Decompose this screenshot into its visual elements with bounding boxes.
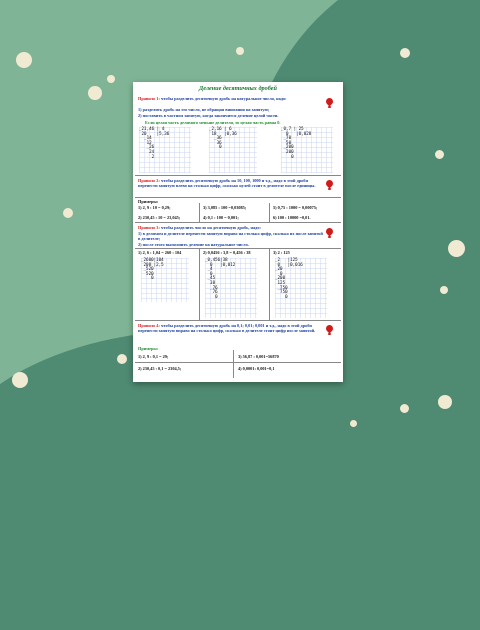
rule1-body: чтобы разделить десятичную дробь на натуральное число, надо: [160, 96, 287, 101]
rule3-calc-3: _2 |125 0 |0,016 _20 0 _200 125 _750 750 0 [275, 258, 327, 318]
rule4-example: 2) 230,45 : 0,1 = 2304,5; [138, 366, 182, 371]
decor-dot [16, 52, 32, 68]
decor-dot [117, 354, 127, 364]
rule2-example: 5) 0,75 : 1000 = 0,00075; [273, 205, 318, 210]
column-divider [269, 248, 270, 320]
rule4-body: чтобы разделить десятичную дробь на 0,1; 0,01; 0,001 и т.д., надо в этой дроби перенести запятую вправо на столько цифр, сколько в делителе стоит цифр после запятой. [138, 323, 316, 333]
rule2-example: 2) 230,45 : 10 = 23,045; [138, 215, 181, 220]
rule3-calc-1: _2600|104 208 |2,5 _520 520 0 [141, 258, 189, 302]
rule3-step2: 2) после этого выполнить деление на натуральное число. [138, 242, 249, 247]
rule1-note: Если целая часть делимого меньше делителя, то целая часть равна 0. [145, 120, 281, 125]
decor-dot [435, 150, 444, 159]
divider [135, 362, 341, 363]
decor-dot [440, 286, 448, 294]
column-divider [199, 203, 200, 222]
rule2-examples-label: Примеры: [138, 199, 159, 204]
divider [135, 248, 341, 249]
worksheet-page [133, 82, 343, 382]
decor-dot [236, 47, 244, 55]
rule2-text [138, 178, 322, 188]
decor-dot [88, 86, 102, 100]
exclamation-icon [326, 228, 333, 238]
decor-dot [12, 372, 28, 388]
divider [135, 197, 341, 198]
rule4-examples-label: Примеры: [138, 346, 159, 351]
rule1-step2: 2) поставить в частном запятую, когда закончится деление целой части. [138, 113, 279, 118]
rule1-calc-1: _21,46 | 4 20 |5,36 _14 12 _26 24 2 [139, 127, 191, 173]
exclamation-icon [326, 180, 333, 190]
rule3-calc-2: _0,456|38 0 |0,012 _4 0 _45 38 _76 76 0 [205, 258, 257, 318]
rule1-calc-3: _0,7 | 25 0 |0,028 _70 50 _200 200 0 [281, 127, 333, 173]
rule4-text [138, 323, 324, 333]
decor-dot [438, 395, 452, 409]
rule1-text [138, 96, 324, 101]
rule3-body: чтобы разделить число на десятичную дробь, надо: [160, 225, 261, 230]
decor-dot [400, 48, 410, 58]
divider [135, 320, 341, 321]
rule4-example: 1) 2, 9 : 0,1 = 29; [138, 354, 169, 359]
divider [135, 175, 341, 176]
decor-dot [400, 404, 409, 413]
rule4-example: 4) 0,0001: 0,001=0,1 [238, 366, 275, 371]
rule3-example-header: 1) 2, 6 : 1,04 = 260 : 104 [138, 250, 182, 255]
decor-dot [350, 420, 357, 427]
rule3-example-header: 3) 2 : 125 [273, 250, 290, 255]
rule1-step1: 1) разделить дробь на это число, не обращая внимания на запятую; [138, 107, 270, 112]
exclamation-icon [326, 325, 333, 335]
exclamation-icon [326, 98, 333, 108]
decor-dot [107, 75, 115, 83]
rule1-head: Правило 1: [138, 96, 160, 101]
rule4-example: 3) 56,87 : 0,001=56870 [238, 354, 279, 359]
column-divider [199, 248, 200, 320]
decor-dot [448, 240, 465, 257]
rule4-head: Правило 4: [138, 323, 160, 328]
rule2-example: 6) 100 : 10000 =0,01. [273, 215, 311, 220]
rule3-head: Правило 3: [138, 225, 160, 230]
rule2-head: Правило 2: [138, 178, 160, 183]
decor-dot [63, 208, 73, 218]
rule1-calc-2: _2,16 | 6 18 |0,36 _36 36 0 [209, 127, 257, 173]
rule2-example: 3) 3,085 : 100 =0,03085; [203, 205, 247, 210]
rule2-body: чтобы разделить десятичную дробь на 10, 100, 1000 и т.д., надо в этой дроби перенести запятую влево на столько цифр, сколько нулей стоит в делителе после единицы. [138, 178, 316, 188]
rule3-step1: 1) в делимом и делителе перенести запятую вправо на столько цифр, сколько их после запятой в делителе; [138, 231, 323, 241]
rule2-example: 1) 2, 9 : 10 = 0,29; [138, 205, 171, 210]
rule2-example: 4) 0,1 : 100 = 0,001; [203, 215, 239, 220]
rule3-example-header: 2) 0,0456 : 3,8 = 0,456 : 38 [203, 250, 251, 255]
page-title: Деление десятичных дробей [199, 85, 277, 92]
column-divider [233, 350, 234, 378]
column-divider [269, 203, 270, 222]
rule3-text [138, 225, 324, 230]
divider [135, 222, 341, 223]
